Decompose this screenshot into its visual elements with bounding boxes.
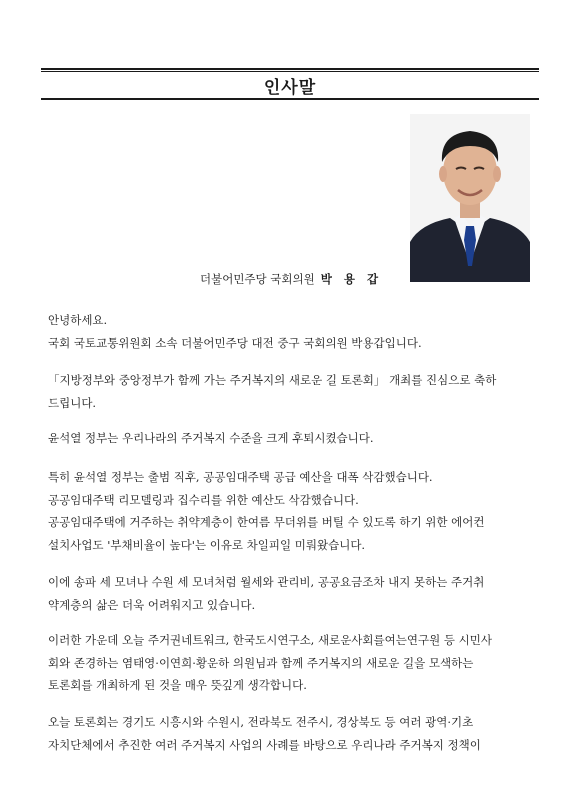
- letter-paragraph-6: [48, 711, 532, 756]
- page-title: 인사말: [263, 78, 317, 98]
- letter-line: 회와 존경하는 염태영·이연희·황운하 의원님과 함께 주거복지의 새로운 길을 모색하는: [48, 655, 474, 670]
- letter-line: 공공임대주택 리모델링과 집수리를 위한 예산도 삭감했습니다.: [48, 492, 359, 507]
- letter-line: 공공임대주택에 거주하는 취약계층이 한여름 무더위를 버틸 수 있도록 하기 위한 에어컨: [48, 515, 485, 529]
- letter-line: 약계층의 삶은 더욱 어려워지고 있습니다.: [48, 597, 256, 612]
- letter-line: 자치단체에서 추진한 여러 주거복지 사업의 사례를 바탕으로 우리나라 주거복지 정책이: [48, 737, 481, 752]
- header-top-rule-thin: [41, 71, 539, 72]
- letter-paragraph-2: [48, 427, 532, 450]
- letter-line: 이에 송파 세 모녀나 수원 세 모녀처럼 월세와 관리비, 공공요금조차 내지 못하는 주거취: [48, 575, 485, 589]
- header-bottom-rule: [41, 98, 539, 100]
- letter-line: 「지방정부와 중앙정부가 함께 가는 주거복지의 새로운 길 토론회」 개최를 진심으로 축하: [48, 373, 497, 387]
- header-top-rule: [41, 68, 539, 70]
- letter-intro: 국회 국토교통위원회 소속 더불어민주당 대전 중구 국회의원 박용갑입니다.: [48, 335, 422, 350]
- signature: [200, 271, 382, 287]
- letter-line: 설치사업도 '부채비율이 높다'는 이유로 차일피일 미뤄왔습니다.: [48, 537, 366, 552]
- letter-paragraph-4: [48, 571, 532, 616]
- letter-line: 오늘 토론회는 경기도 시흥시와 수원시, 전라북도 전주시, 경상북도 등 여러 광역·기초: [48, 715, 474, 729]
- letter-greeting: 안녕하세요.: [48, 313, 108, 327]
- letter-paragraph-3: [48, 466, 532, 556]
- letter-line: 특히 윤석열 정부는 출범 직후, 공공임대주택 공급 예산을 대폭 삭감했습니다.: [48, 470, 433, 484]
- signature-affiliation: 더불어민주당 국회의원: [200, 272, 315, 286]
- portrait-photo: [410, 114, 530, 282]
- letter-paragraph-5: [48, 629, 532, 697]
- signature-name: 박 용 갑: [320, 272, 383, 286]
- letter-line: 드립니다.: [48, 395, 97, 410]
- letter-line: 이러한 가운데 오늘 주거권네트워크, 한국도시연구소, 새로운사회를여는연구원 등 시민사: [48, 633, 492, 647]
- letter-line: 토론회를 개최하게 된 것을 매우 뜻깊게 생각합니다.: [48, 678, 307, 692]
- letter-greeting-block: [48, 309, 532, 354]
- letter-paragraph-1: [48, 369, 532, 414]
- letter-line: 윤석열 정부는 우리나라의 주거복지 수준을 크게 후퇴시켰습니다.: [48, 431, 374, 445]
